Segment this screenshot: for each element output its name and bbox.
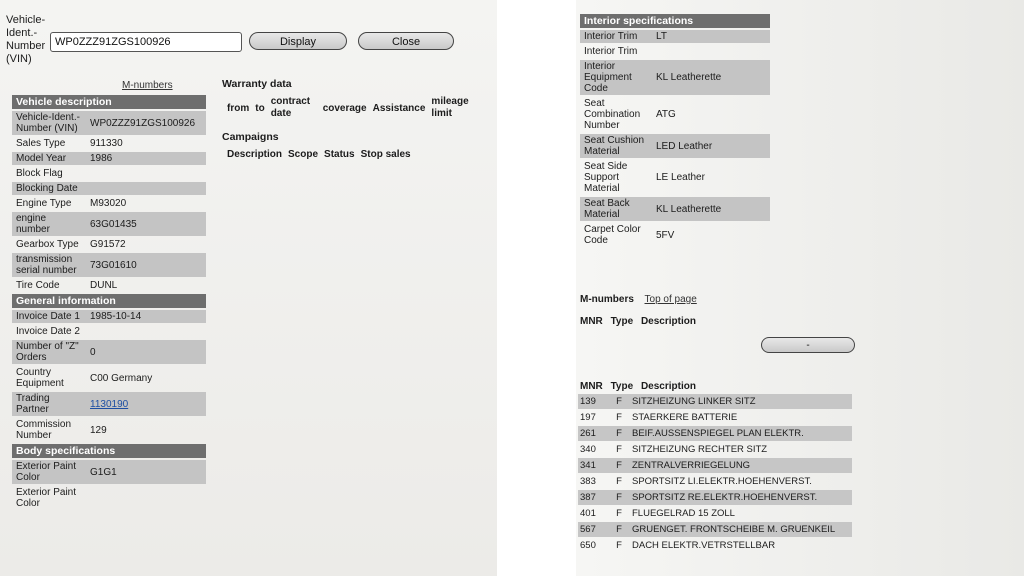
type-cell: F xyxy=(616,508,622,519)
table-row xyxy=(580,97,770,132)
table-row xyxy=(12,167,206,180)
description-cell: DACH ELEKTR.VETRSTELLBAR xyxy=(632,540,776,551)
type-cell: F xyxy=(608,522,630,537)
column-header: Assistance xyxy=(372,102,426,114)
mnr-cell: 387 xyxy=(578,490,608,505)
row-value: 73G01610 xyxy=(86,253,206,277)
table-row xyxy=(12,137,206,150)
column-header: Stop sales xyxy=(360,149,411,160)
table-row xyxy=(12,279,206,292)
mnr-cell: 197 xyxy=(580,412,596,423)
vin-label-line: (VIN) xyxy=(6,53,32,65)
row-value xyxy=(86,486,206,510)
general-information-header: General information xyxy=(12,294,206,308)
vin-label-line: Vehicle- xyxy=(6,14,46,26)
column-header: coverage xyxy=(322,102,367,114)
row-value xyxy=(86,325,206,338)
table-row xyxy=(12,152,206,165)
table-row xyxy=(12,392,206,416)
table-row xyxy=(12,111,206,135)
row-value: 911330 xyxy=(90,138,123,149)
type-cell: F xyxy=(616,444,622,455)
table-row xyxy=(578,506,852,521)
row-value: KL Leatherette xyxy=(652,60,770,95)
type-cell: F xyxy=(608,394,630,409)
description-cell: ZENTRALVERRIEGELUNG xyxy=(630,458,852,473)
table-row xyxy=(578,458,852,473)
description-cell: FLUEGELRAD 15 ZOLL xyxy=(632,508,735,519)
table-row xyxy=(12,197,206,210)
vehicle-data-table xyxy=(12,93,206,512)
m-numbers-link[interactable]: M-numbers xyxy=(122,80,173,91)
row-value: G91572 xyxy=(90,239,126,250)
column-header: Type xyxy=(610,316,634,327)
table-row xyxy=(580,45,770,58)
table-row xyxy=(580,134,770,158)
row-key: Gearbox Type xyxy=(16,239,79,250)
type-cell: F xyxy=(616,476,622,487)
mnr-cell: 383 xyxy=(580,476,596,487)
description-cell: SITZHEIZUNG LINKER SITZ xyxy=(630,394,852,409)
row-key: transmission serial number xyxy=(12,253,86,277)
description-cell: GRUENGET. FRONTSCHEIBE M. GRUENKEIL xyxy=(630,522,852,537)
row-key: Tire Code xyxy=(16,280,60,291)
type-cell: F xyxy=(608,490,630,505)
vehicle-description-header: Vehicle description xyxy=(12,95,206,109)
body-specifications-header: Body specifications xyxy=(12,444,206,458)
column-header: Description xyxy=(227,149,283,160)
row-value: LED Leather xyxy=(652,134,770,158)
description-cell: SPORTSITZ RE.ELEKTR.HOEHENVERST. xyxy=(630,490,852,505)
interior-specifications-table xyxy=(580,12,770,249)
table-row xyxy=(580,60,770,95)
row-key: Interior Trim xyxy=(580,30,652,43)
column-header: contract date xyxy=(270,96,311,119)
row-value: 0 xyxy=(86,340,206,364)
row-key: engine number xyxy=(12,212,86,236)
table-row xyxy=(578,394,852,409)
row-key: Trading Partner xyxy=(12,392,86,416)
column-header: Scope xyxy=(288,149,319,160)
row-key: Block Flag xyxy=(16,168,63,179)
table-row xyxy=(580,30,770,43)
column-header: MNR xyxy=(580,381,603,392)
table-row xyxy=(12,460,206,484)
mnr-cell: 567 xyxy=(578,522,608,537)
column-header: Status xyxy=(324,149,355,160)
column-header: to xyxy=(255,102,265,114)
row-key: Carpet Color Code xyxy=(584,224,641,246)
row-key: Invoice Date 1 xyxy=(12,310,86,323)
mnr-cell: 261 xyxy=(578,426,608,441)
row-key: Model Year xyxy=(12,152,86,165)
table-row xyxy=(12,253,206,277)
row-key: Blocking Date xyxy=(12,182,86,195)
row-value: DUNL xyxy=(90,280,118,291)
mnr-column-headers xyxy=(580,381,701,392)
row-key: Engine Type xyxy=(16,198,72,209)
warranty-title: Warranty data xyxy=(222,78,292,90)
row-value: ATG xyxy=(656,109,676,120)
table-row xyxy=(12,366,206,390)
column-header: Description xyxy=(640,316,696,327)
column-header: Type xyxy=(610,381,634,392)
row-value: 1985-10-14 xyxy=(86,310,206,323)
row-key: Seat Cushion Material xyxy=(580,134,652,158)
table-row xyxy=(578,474,852,489)
mnr-cell: 340 xyxy=(580,444,596,455)
type-cell: F xyxy=(608,458,630,473)
vin-label-line: Number xyxy=(6,40,46,52)
column-header: mileage limit xyxy=(431,96,469,119)
interior-specifications-header: Interior specifications xyxy=(580,14,770,28)
description-cell: STAERKERE BATTERIE xyxy=(632,412,738,423)
description-cell: BEIF.AUSSENSPIEGEL PLAN ELEKTR. xyxy=(630,426,852,441)
row-value: LE Leather xyxy=(656,172,705,183)
row-key: Seat Combination Number xyxy=(584,98,641,131)
close-button[interactable]: Close xyxy=(358,32,454,50)
table-row xyxy=(578,522,852,537)
description-cell: SPORTSITZ LI.ELEKTR.HOEHENVERST. xyxy=(632,476,812,487)
row-value: 5FV xyxy=(656,229,675,241)
campaigns-columns xyxy=(227,149,417,160)
table-row xyxy=(12,212,206,236)
table-row xyxy=(578,538,852,553)
row-key: Seat Back Material xyxy=(580,197,652,221)
row-key: Sales Type xyxy=(16,138,66,149)
mnr-table xyxy=(578,393,852,554)
row-key: Exterior Paint Color xyxy=(12,460,86,484)
m-numbers-title: M-numbers xyxy=(580,294,634,305)
trading-partner-link[interactable]: 1130190 xyxy=(90,398,129,410)
vin-input[interactable] xyxy=(50,32,242,52)
row-value xyxy=(652,45,770,58)
row-key: Exterior Paint Color xyxy=(16,487,77,509)
description-cell: SITZHEIZUNG RECHTER SITZ xyxy=(632,444,768,455)
row-value: 1986 xyxy=(86,152,206,165)
row-value: KL Leatherette xyxy=(652,197,770,221)
row-value: M93020 xyxy=(90,198,127,209)
row-key: Interior Trim xyxy=(584,46,638,57)
row-value: G1G1 xyxy=(86,460,206,484)
mnr-cell: 650 xyxy=(580,540,596,551)
table-row xyxy=(578,426,852,441)
table-row xyxy=(12,340,206,364)
table-row xyxy=(12,182,206,195)
column-header: Description xyxy=(640,381,696,392)
row-value: C00 Germany xyxy=(90,372,153,384)
column-header: from xyxy=(227,102,250,114)
table-row xyxy=(578,410,852,425)
table-row xyxy=(12,310,206,323)
display-button[interactable]: Display xyxy=(249,32,347,50)
type-cell: F xyxy=(616,540,622,551)
m-numbers-nav xyxy=(580,294,697,305)
row-key: Commission Number xyxy=(16,419,72,441)
row-key: Interior Equipment Code xyxy=(580,60,652,95)
row-value xyxy=(86,182,206,195)
row-key: Seat Side Support Material xyxy=(584,161,628,194)
row-value xyxy=(86,167,206,180)
row-value: LT xyxy=(652,30,770,43)
top-of-page-link[interactable]: Top of page xyxy=(644,294,697,305)
row-key: Number of "Z" Orders xyxy=(12,340,86,364)
table-row xyxy=(12,325,206,338)
row-key: Vehicle-Ident.-Number (VIN) xyxy=(12,111,86,135)
type-cell: F xyxy=(608,426,630,441)
mnr-cell: 401 xyxy=(580,508,596,519)
mnr-cell: 139 xyxy=(578,394,608,409)
table-row xyxy=(580,223,770,247)
table-row xyxy=(12,418,206,442)
row-key: Invoice Date 2 xyxy=(16,326,80,337)
row-value: WP0ZZZ91ZGS100926 xyxy=(86,111,206,135)
column-header: MNR xyxy=(580,316,603,327)
warranty-columns xyxy=(227,95,479,121)
table-row xyxy=(578,442,852,457)
mnr-cell: 341 xyxy=(578,458,608,473)
table-row xyxy=(12,486,206,510)
campaigns-title: Campaigns xyxy=(222,131,279,143)
row-value: 129 xyxy=(90,424,107,436)
table-row xyxy=(580,197,770,221)
row-value: 63G01435 xyxy=(86,212,206,236)
table-row xyxy=(580,160,770,195)
type-cell: F xyxy=(616,412,622,423)
row-key: Country Equipment xyxy=(16,367,64,389)
left-page xyxy=(0,0,497,576)
mnr-column-headers xyxy=(580,316,701,327)
right-page xyxy=(576,0,1024,576)
table-row xyxy=(578,490,852,505)
vin-label-line: Ident.- xyxy=(6,27,38,39)
mnr-action-button[interactable]: - xyxy=(761,337,855,353)
vin-label xyxy=(6,14,50,66)
table-row xyxy=(12,238,206,251)
